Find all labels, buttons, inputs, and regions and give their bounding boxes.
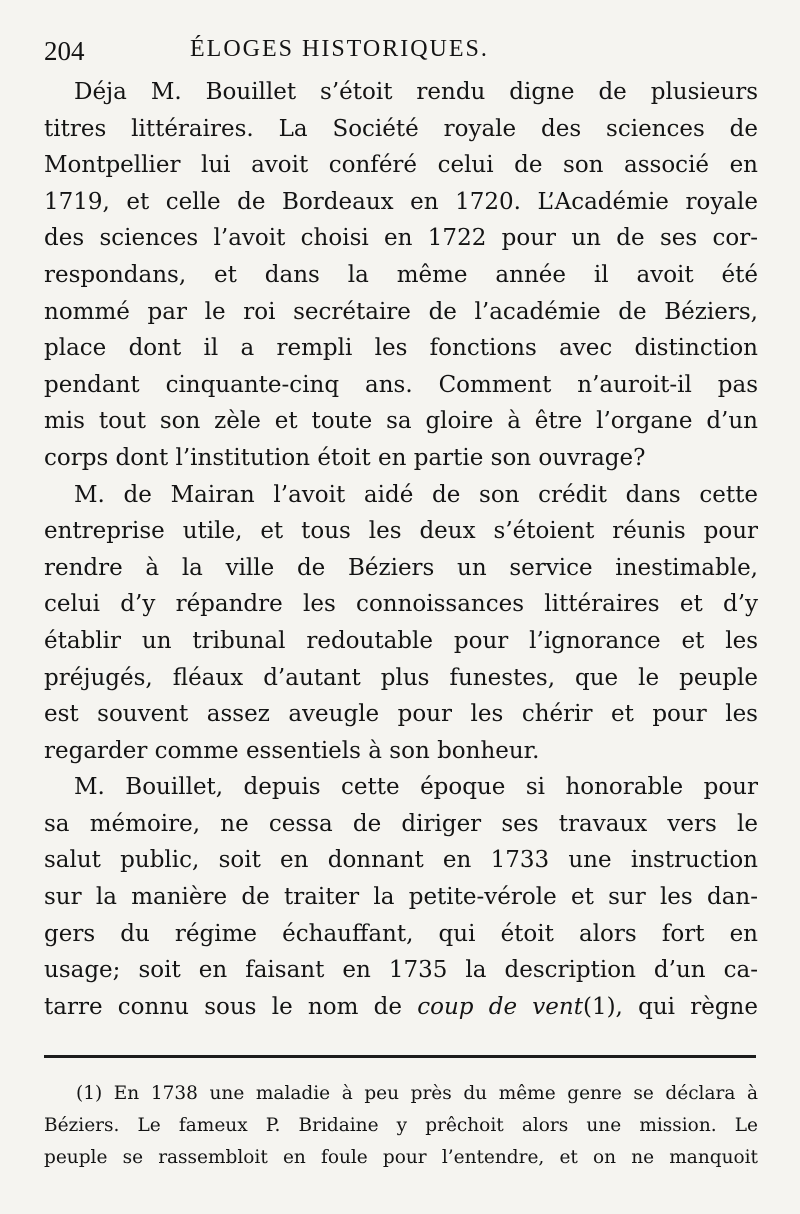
text-line-start: tarre connu sous le nom de	[44, 993, 402, 1020]
text-line-with-italic	[44, 989, 758, 1026]
footnote-reference: (1), qui règne	[582, 993, 758, 1020]
text-line: M. Bouillet, depuis cette époque si honorable pour	[74, 774, 758, 801]
text-line: celui d’y répandre les connoissances littéraires et d’y	[44, 591, 758, 618]
text-line: place dont il a rempli les fonctions avec distinction	[44, 335, 758, 362]
text-line: Déja M. Bouillet s’étoit rendu digne de plusieurs	[74, 79, 758, 105]
text-line: regarder comme essentiels à son bonheur.	[44, 737, 540, 764]
text-line: Montpellier lui avoit conféré celui de son associé en	[44, 152, 758, 179]
text-line: salut public, soit en donnant en 1733 une instruction	[44, 847, 758, 874]
text-line: des sciences l’avoit choisi en 1722 pour un de ses cor-	[44, 225, 758, 252]
text-line: M. de Mairan l’avoit aidé de son crédit dans cette	[74, 481, 758, 508]
running-head: ÉLOGES HISTORIQUES.	[190, 36, 489, 62]
text-line: 1719, et celle de Bordeaux en 1720. L’Académie royale	[44, 188, 758, 215]
text-line: mis tout son zèle et toute sa gloire à être l’organe d’un	[44, 408, 758, 435]
text-line: pendant cinquante-cinq ans. Comment n’auroit-il pas	[44, 371, 758, 398]
footnote-line: (1) En 1738 une maladie à peu près du même genre se déclara à	[76, 1083, 758, 1104]
text-line: usage; soit en faisant en 1735 la description d’un ca-	[44, 957, 758, 984]
footnote-line: peuple se rassembloit en foule pour l’entendre, et on ne manquoit	[44, 1147, 758, 1168]
footnote	[44, 1078, 758, 1174]
text-line: rendre à la ville de Béziers un service inestimable,	[44, 554, 758, 581]
body-text	[44, 74, 758, 1025]
text-line: corps dont l’institution étoit en partie son ouvrage?	[44, 444, 646, 471]
text-line: préjugés, fléaux d’autant plus funestes, que le peuple	[44, 664, 758, 691]
text-line: sa mémoire, ne cessa de diriger ses travaux vers le	[44, 810, 758, 837]
text-line: est souvent assez aveugle pour les chérir et pour les	[44, 701, 758, 728]
text-line: établir un tribunal redoutable pour l’ignorance et les	[44, 627, 758, 654]
footnote-rule	[44, 1055, 756, 1058]
page-number: 204	[44, 36, 85, 66]
footnote-line: Béziers. Le fameux P. Bridaine y prêchoit alors une mission. Le	[44, 1115, 758, 1136]
text-line: titres littéraires. La Société royale des sciences de	[44, 115, 758, 142]
text-line: nommé par le roi secrétaire de l’académie de Béziers,	[44, 298, 758, 325]
page-header	[44, 36, 764, 76]
text-line: respondans, et dans la même année il avoit été	[44, 261, 758, 288]
text-line: gers du régime échauffant, qui étoit alors fort en	[44, 920, 758, 947]
text-line: entreprise utile, et tous les deux s’étoient réunis pour	[44, 518, 758, 545]
italic-term: coup de vent	[417, 993, 583, 1020]
text-line: sur la manière de traiter la petite-vérole et sur les dan-	[44, 884, 758, 911]
